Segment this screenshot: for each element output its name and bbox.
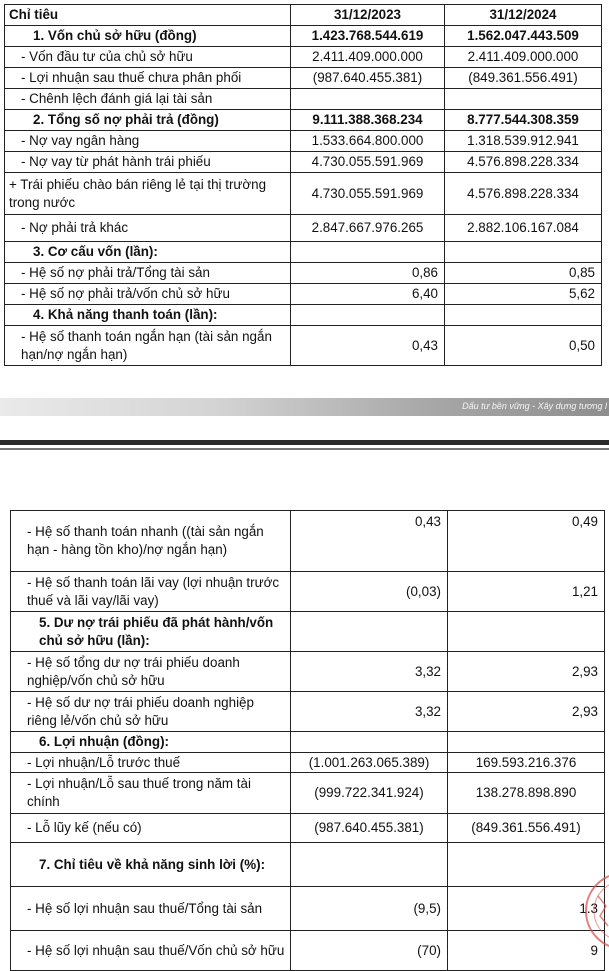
value-2023 [291, 305, 445, 326]
value-2024: (849.361.556.491) [445, 68, 602, 89]
row-label: - Lỗ lũy kế (nếu có) [11, 814, 291, 843]
value-2023: 4.730.055.591.969 [291, 173, 445, 215]
value-2024: 1,21 [448, 572, 605, 612]
value-2023: (987.640.455.381) [291, 68, 445, 89]
table-row [11, 843, 605, 887]
row-label: - Hệ số lợi nhuận sau thuế/Vốn chủ sở hữu [11, 931, 291, 971]
header-label: Chỉ tiêu [5, 5, 291, 26]
page-header-rule [0, 440, 609, 445]
table-row [5, 173, 602, 215]
table-row [11, 732, 605, 753]
row-label: 1. Vốn chủ sở hữu (đồng) [5, 26, 291, 47]
row-label: - Lợi nhuận sau thuế chưa phân phối [5, 68, 291, 89]
table-row [11, 652, 605, 692]
table-row [11, 692, 605, 732]
row-label: - Hệ số tổng dư nợ trái phiếu doanh nghiệp/vốn chủ sở hữu [11, 652, 291, 692]
row-label: - Hệ số nợ phải trả/vốn chủ sở hữu [5, 284, 291, 305]
value-2024 [445, 305, 602, 326]
row-label: 4. Khả năng thanh toán (lần): [5, 305, 291, 326]
table-row [5, 26, 602, 47]
value-2024: 4.576.898.228.334 [445, 173, 602, 215]
table-row [5, 326, 602, 366]
table-row [11, 773, 605, 814]
table-row [5, 152, 602, 173]
table-row [11, 612, 605, 652]
row-label: - Lợi nhuận/Lỗ trước thuế [11, 753, 291, 773]
value-2024: 2.411.409.000.000 [445, 47, 602, 68]
table-row [5, 215, 602, 242]
value-2023: 0,86 [291, 263, 445, 284]
page-header-rule-thin [0, 448, 609, 450]
value-2023 [291, 732, 448, 753]
table-row [11, 572, 605, 612]
row-label: - Vốn đầu tư của chủ sở hữu [5, 47, 291, 68]
value-2023: (1.001.263.065.389) [291, 753, 448, 773]
row-label: - Nợ vay từ phát hành trái phiếu [5, 152, 291, 173]
value-2024: 9 [448, 931, 605, 971]
row-label: - Chênh lệch đánh giá lại tài sản [5, 89, 291, 110]
table-row [11, 511, 605, 572]
value-2024: 4.576.898.228.334 [445, 152, 602, 173]
value-2024: 1.562.047.443.509 [445, 26, 602, 47]
table-row [5, 263, 602, 284]
table-row [5, 68, 602, 89]
table-row [11, 814, 605, 843]
value-2024: 2,93 [448, 652, 605, 692]
header-col-2024: 31/12/2024 [445, 5, 602, 26]
value-2024: 169.593.216.376 [448, 753, 605, 773]
value-2024: 138.278.898.890 [448, 773, 605, 814]
row-label: - Hệ số thanh toán lãi vay (lợi nhuận trước thuế và lãi vay/lãi vay) [11, 572, 291, 612]
header-col-2023: 31/12/2023 [291, 5, 445, 26]
table-row [5, 284, 602, 305]
page-gap [0, 416, 609, 440]
value-2023: 0,43 [291, 511, 448, 572]
value-2024: 1.3 [448, 887, 605, 931]
value-2023: (0,03) [291, 572, 448, 612]
value-2024 [448, 732, 605, 753]
table-header-row [5, 5, 602, 26]
value-2024 [448, 612, 605, 652]
row-label: - Lợi nhuận/Lỗ sau thuế trong năm tài chính [11, 773, 291, 814]
table-row [5, 242, 602, 263]
footer-slogan: Dấu tư bền vững - Xây dựng tương l [462, 401, 607, 411]
row-label: - Nợ vay ngân hàng [5, 131, 291, 152]
value-2023: 2.411.409.000.000 [291, 47, 445, 68]
row-label: - Hệ số nợ phải trả/Tổng tài sản [5, 263, 291, 284]
row-label: + Trái phiếu chào bán riêng lẻ tại thị trường trong nước [5, 173, 291, 215]
financial-table-top [4, 4, 602, 366]
row-label: - Nợ phải trả khác [5, 215, 291, 242]
value-2024: 8.777.544.308.359 [445, 110, 602, 131]
row-label: 7. Chỉ tiêu về khả năng sinh lời (%): [11, 843, 291, 887]
value-2023: 1.423.768.544.619 [291, 26, 445, 47]
value-2023 [291, 242, 445, 263]
value-2024: 2,93 [448, 692, 605, 732]
value-2023: 0,43 [291, 326, 445, 366]
value-2024 [445, 89, 602, 110]
value-2023: (999.722.341.924) [291, 773, 448, 814]
value-2023: (70) [291, 931, 448, 971]
row-label: 2. Tổng số nợ phải trả (đồng) [5, 110, 291, 131]
row-label: - Hệ số lợi nhuận sau thuế/Tổng tài sản [11, 887, 291, 931]
value-2024 [448, 843, 605, 887]
row-label: - Hệ số thanh toán nhanh ((tài sản ngắn hạn - hàng tồn kho)/nợ ngắn hạn) [11, 511, 291, 572]
page-footer-band [0, 398, 609, 416]
row-label: 5. Dư nợ trái phiếu đã phát hành/vốn chủ sở hữu (lần): [11, 612, 291, 652]
table-row [5, 131, 602, 152]
value-2023: 1.533.664.800.000 [291, 131, 445, 152]
table-row [5, 89, 602, 110]
value-2023 [291, 89, 445, 110]
value-2023: 6,40 [291, 284, 445, 305]
value-2023: 3,32 [291, 692, 448, 732]
table-row [5, 305, 602, 326]
table-row [5, 47, 602, 68]
value-2024: 0,85 [445, 263, 602, 284]
value-2023 [291, 843, 448, 887]
value-2024: 5,62 [445, 284, 602, 305]
value-2024 [445, 242, 602, 263]
value-2023: 3,32 [291, 652, 448, 692]
value-2023: 9.111.388.368.234 [291, 110, 445, 131]
value-2024: 1.318.539.912.941 [445, 131, 602, 152]
value-2024: 0,49 [448, 511, 605, 572]
value-2023: 2.847.667.976.265 [291, 215, 445, 242]
value-2024: 2.882.106.167.084 [445, 215, 602, 242]
value-2023: (987.640.455.381) [291, 814, 448, 843]
financial-table-bottom [10, 510, 605, 971]
value-2024: (849.361.556.491) [448, 814, 605, 843]
row-label: 6. Lợi nhuận (đồng): [11, 732, 291, 753]
table-row [5, 110, 602, 131]
row-label: - Hệ số thanh toán ngắn hạn (tài sản ngắn hạn/nợ ngắn hạn) [5, 326, 291, 366]
table-row [11, 931, 605, 971]
table-row [11, 887, 605, 931]
value-2023 [291, 612, 448, 652]
value-2024: 0,50 [445, 326, 602, 366]
value-2023: (9,5) [291, 887, 448, 931]
row-label: - Hệ số dư nợ trái phiếu doanh nghiệp riêng lẻ/vốn chủ sở hữu [11, 692, 291, 732]
row-label: 3. Cơ cấu vốn (lần): [5, 242, 291, 263]
value-2023: 4.730.055.591.969 [291, 152, 445, 173]
table-row [11, 753, 605, 773]
company-seal-icon [584, 866, 609, 956]
